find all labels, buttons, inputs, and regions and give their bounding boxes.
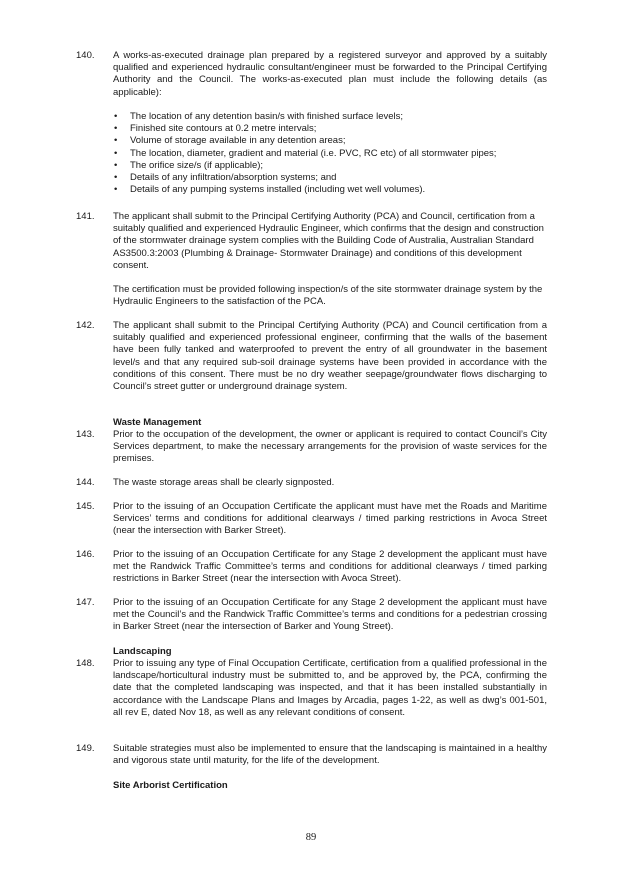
bullet-icon: • [114, 184, 118, 196]
bullet-icon: • [114, 172, 118, 184]
clause-text: Prior to the occupation of the development, the owner or applicant is required to contact Council’s City Services department, to make the necessary arrangements for the provision of waste services for the premises. [113, 429, 547, 465]
bullet-icon: • [114, 135, 118, 147]
list-item: • The location of any detention basin/s with finished surface levels; [114, 111, 404, 122]
clause-text: Prior to issuing any type of Final Occupation Certificate, certification from a qualified professional in the landscape/horticultural industry must be submitted to, and be approved by, the PCA, confirming the date that the completed landscaping was inspected, and that it has been installed substantially in accordance with the Landscape Plans and Images by Arcadia, pages 1-22, as well as dwg’s 001-501, all rev E, dated Nov 18, as well as any relevant conditions of consent. [113, 658, 547, 718]
list-item: • Volume of storage available in any detention areas; [114, 135, 346, 147]
clause-text: Prior to the issuing of an Occupation Certificate for any Stage 2 development the applicant must have met the Randwick Traffic Committee’s terms and conditions for additional clearways / timed parking restrictions in Barker Street (near the intersection with Avoca Street). [113, 549, 547, 585]
section-heading-waste: Waste Management [113, 417, 202, 428]
clause-text: The applicant shall submit to the Principal Certifying Authority (PCA) and Council, certification from a suitably qualified and experienced Hydraulic Engineer, which confirms that the design and construction of the stormwater drainage system complies with the Building Code of Australia, Australian Standard AS3500.3:2003 (Plumbing & Drainage- Stormwater Drainage) and conditions of this development consent. [113, 211, 544, 271]
clause-number: 140. [76, 50, 95, 61]
clause-text-continued: The certification must be provided following inspection/s of the site stormwater drainage system by the Hydraulic Engineers to the satisfaction of the PCA. [113, 284, 543, 308]
list-item: • Details of any pumping systems installed (including wet well volumes). [114, 184, 426, 196]
bullet-icon: • [114, 123, 118, 135]
bullet-icon: • [114, 147, 118, 159]
clause-number: 145. [76, 501, 95, 512]
list-item: • Details of any infiltration/absorption systems; and [114, 172, 337, 184]
list-item: • The location, diameter, gradient and material (i.e. PVC, RC etc) of all stormwater pipes; [114, 147, 497, 159]
bullet-icon: • [114, 159, 118, 171]
section-heading-landscaping: Landscaping [113, 646, 172, 657]
clause-text: Suitable strategies must also be implemented to ensure that the landscaping is maintained in a healthy and vigorous state until maturity, for the life of the development. [113, 743, 547, 767]
clause-text: Prior to the issuing of an Occupation Certificate for any Stage 2 development the applicant must have met the Council’s and the Randwick Traffic Committee’s terms and conditions for a pedestrian crossing in Barker Street (near the intersection of Barker and Young Street). [113, 597, 547, 633]
list-item: • The orifice size/s (if applicable); [114, 159, 264, 171]
clause-text: Prior to the issuing of an Occupation Certificate the applicant must have met the Roads and Maritime Services’ terms and conditions for additional clearways / timed parking restrictions in Avoca Street (near the intersection with Barker Street). [113, 501, 547, 537]
list-item: • Finished site contours at 0.2 metre intervals; [114, 123, 317, 135]
clause-number: 149. [76, 743, 95, 754]
bullet-icon: • [114, 111, 118, 122]
page-number: 89 [305, 832, 317, 843]
clause-text: A works-as-executed drainage plan prepared by a registered surveyor and approved by a suitably qualified and experienced hydraulic consultant/engineer must be forwarded to the Principal Certifying Authority and the Council. The works-as-executed plan must include the following details (as applicable): [113, 50, 547, 98]
clause-number: 142. [76, 320, 95, 331]
clause-text: The applicant shall submit to the Principal Certifying Authority (PCA) and Council certification from a suitably qualified and experienced professional engineer, confirming that the walls of the basement have been fully tanked and waterproofed to prevent the entry of all groundwater in the basement level/s and that any required sub-soil drainage systems have been provided in accordance with the conditions of this consent. There must be no dry weather seepage/groundwater flows discharging to Council’s street gutter or underground drainage system. [113, 320, 547, 393]
clause-number: 148. [76, 658, 95, 669]
clause-number: 143. [76, 429, 95, 440]
clause-number: 146. [76, 549, 95, 560]
clause-text: The waste storage areas shall be clearly signposted. [113, 477, 335, 488]
clause-number: 144. [76, 477, 95, 488]
clause-number: 141. [76, 211, 95, 222]
section-heading-arborist: Site Arborist Certification [113, 780, 228, 791]
clause-number: 147. [76, 597, 95, 608]
